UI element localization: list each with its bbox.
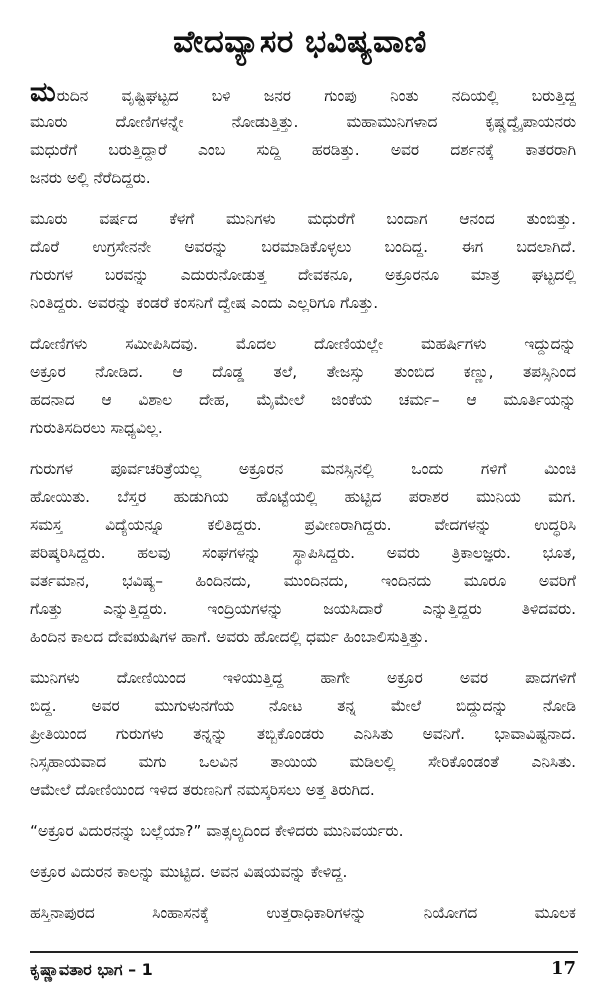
drop-cap: ಮ — [30, 80, 56, 108]
text-line: ಮೂರು ವರ್ಷದ ಕೆಳಗೆ ಮುನಿಗಳು ಮಧುರೆಗೆ ಬಂದಾಗ ಆನಂದ ತುಂಬಿತ್ತು. — [30, 210, 576, 228]
text-line: ಆಮೇಲೆ ದೋಣಿಯಿಂದ ಇಳಿದ ತರುಣನಿಗೆ ನಮಸ್ಕರಿಸಲು ಅತ್ತ ತಿರುಗಿದ. — [30, 781, 375, 799]
text-line: ಹೋಯಿತು. ಬೆಸ್ತರ ಹುಡುಗಿಯ ಹೊಟ್ಟೆಯಲ್ಲಿ ಹುಟ್ಟಿದ ಪರಾಶರ ಮುನಿಯ ಮಗ. — [30, 488, 576, 506]
text-line: ಬಿದ್ದ. ಅವರ ಮುಗುಳುನಗೆಯ ನೋಟ ತನ್ನ ಮೇಲೆ ಬಿದ್ದುದನ್ನು ನೋಡಿ — [30, 697, 576, 715]
text-line: ಮೂರು ದೋಣಿಗಳನ್ನೇ ನೋಡುತ್ತಿತ್ತು. ಮಹಾಮುನಿಗಳಾದ ಕೃಷ್ಣದ್ವೈಪಾಯನರು — [30, 113, 576, 131]
text-line — [30, 80, 576, 108]
paragraph-7 — [30, 858, 576, 886]
text-line: ದೊರೆ ಉಗ್ರಸೇನನೇ ಅವರನ್ನು ಬರಮಾಡಿಕೊಳ್ಳಲು ಬಂದಿದ್ದ. ಈಗ ಬದಲಾಗಿದೆ. — [30, 238, 576, 256]
text-line: ಪ್ರೀತಿಯಿಂದ ಗುರುಗಳು ತನ್ನನ್ನು ತಬ್ಬಿಕೊಂಡರು ಎನಿಸಿತು ಅವನಿಗೆ. ಭಾವಾವಿಷ್ಟನಾದ. — [30, 725, 576, 743]
footer-divider — [30, 951, 578, 953]
body-text — [30, 80, 576, 940]
text-line: ಜನರು ಅಲ್ಲಿ ನೆರೆದಿದ್ದರು. — [30, 169, 151, 187]
text-line: ನಿಂತಿದ್ದರು. ಅವರನ್ನು ಕಂಡರೆ ಕಂಸನಿಗೆ ದ್ವೇಷ ಎಂದು ಎಲ್ಲರಿಗೂ ಗೊತ್ತು. — [30, 294, 379, 312]
text-line: ನಿಸ್ಸಹಾಯವಾದ ಮಗು ಒಲವಿನ ತಾಯಿಯ ಮಡಿಲಲ್ಲಿ ಸೇರಿಕೊಂಡಂತೆ ಎನಿಸಿತು. — [30, 753, 576, 771]
text-line: ಗುರುತಿಸದಿರಲು ಸಾಧ್ಯವಿಲ್ಲ. — [30, 419, 163, 437]
paragraph-8 — [30, 899, 576, 927]
line-text: ರುದಿನ ವೃಷ್ಟಿಘಟ್ಟದ ಬಳಿ ಜನರ ಗುಂಪು ನಿಂತು ನದಿಯಲ್ಲಿ ಬರುತ್ತಿದ್ದ — [56, 87, 576, 105]
text-line: ಹಿಂದಿನ ಕಾಲದ ದೇವಋಷಿಗಳ ಹಾಗೆ. ಅವರು ಹೋದಲ್ಲಿ ಧರ್ಮ ಹಿಂಬಾಲಿಸುತ್ತಿತ್ತು. — [30, 628, 429, 646]
text-line: ದೋಣಿಗಳು ಸಮೀಪಿಸಿದವು. ಮೊದಲ ದೋಣಿಯಲ್ಲೇ ಮಹರ್ಷಿಗಳು ಇದ್ದುದನ್ನು — [30, 335, 576, 353]
text-line: ಹದನಾದ ಆ ವಿಶಾಲ ದೇಹ, ಮೈಮೇಲೆ ಜಿಂಕೆಯ ಚರ್ಮ– ಆ ಮೂರ್ತಿಯನ್ನು — [30, 391, 576, 409]
paragraph-4 — [30, 455, 576, 651]
text-line: ಸಮಸ್ತ ವಿದ್ಯೆಯನ್ನೂ ಕಲಿತಿದ್ದರು. ಪ್ರವೀಣರಾಗಿದ್ದರು. ವೇದಗಳನ್ನು ಉದ್ಧರಿಸಿ — [30, 516, 576, 534]
text-line: ಹಸ್ತಿನಾಪುರದ ಸಿಂಹಾಸನಕ್ಕೆ ಉತ್ತರಾಧಿಕಾರಿಗಳನ್ನು ನಿಯೋಗದ ಮೂಲಕ — [30, 904, 576, 922]
paragraph-3 — [30, 330, 576, 442]
text-line: ಅಕ್ರೂರ ನೋಡಿದ. ಆ ದೊಡ್ಡ ತಲೆ, ತೇಜಸ್ಸು ತುಂಬಿದ ಕಣ್ಣು, ತಪಸ್ಸಿನಿಂದ — [30, 363, 576, 381]
text-line: ಮುನಿಗಳು ದೋಣಿಯಿಂದ ಇಳಿಯುತ್ತಿದ್ದ ಹಾಗೇ ಅಕ್ರೂರ ಅವರ ಪಾದಗಳಿಗೆ — [30, 669, 576, 687]
running-footer-title: ಕೃಷ್ಣಾವತಾರ ಭಾಗ – 1 — [30, 960, 153, 979]
chapter-title: ವೇದವ್ಯಾಸರ ಭವಿಷ್ಯವಾಣಿ — [173, 24, 427, 60]
text-line: ಗೊತ್ತು ಎನ್ನುತ್ತಿದ್ದರು. ಇಂದ್ರಿಯಗಳನ್ನು ಜಯಸಿದಾರೆ ಎನ್ನುತ್ತಿದ್ದರು ತಿಳಿದವರು. — [30, 600, 576, 618]
paragraph-5 — [30, 664, 576, 804]
paragraph-6 — [30, 817, 576, 845]
text-line: ಪರಿಷ್ಕರಿಸಿದ್ದರು. ಹಲವು ಸಂಘಗಳನ್ನು ಸ್ಥಾಪಿಸಿದ್ದರು. ಅವರು ತ್ರಿಕಾಲಜ್ಞರು. ಭೂತ, — [30, 544, 576, 562]
paragraph-2 — [30, 205, 576, 317]
paragraph-1 — [30, 80, 576, 192]
text-line: “ಅಕ್ರೂರ ವಿದುರನನ್ನು ಬಲ್ಲೆಯಾ?” ವಾತ್ಸಲ್ಯದಿಂದ ಕೇಳಿದರು ಮುನಿವರ್ಯರು. — [30, 822, 404, 840]
text-line: ವರ್ತಮಾನ, ಭವಿಷ್ಯ– ಹಿಂದಿನದು, ಮುಂದಿನದು, ಇಂದಿನದು ಮೂರೂ ಅವರಿಗೆ — [30, 572, 576, 590]
text-line: ಅಕ್ರೂರ ವಿದುರನ ಕಾಲನ್ನು ಮುಟ್ಟಿದ. ಅವನ ವಿಷಯವನ್ನು ಕೇಳಿದ್ದ. — [30, 863, 348, 881]
text-line: ಗುರುಗಳ ಪೂರ್ವಚರಿತ್ರೆಯಲ್ಲ ಅಕ್ರೂರನ ಮನಸ್ಸಿನಲ್ಲಿ ಒಂದು ಗಳಿಗೆ ಮಿಂಚಿ — [30, 460, 576, 478]
text-line: ಗುರುಗಳ ಬರವನ್ನು ಎದುರುನೋಡುತ್ತ ದೇವಕನೂ, ಅಕ್ರೂರನೂ ಮಾತ್ರ ಘಟ್ಟದಲ್ಲಿ — [30, 266, 576, 284]
text-line: ಮಧುರೆಗೆ ಬರುತ್ತಿದ್ದಾರೆ ಎಂಬ ಸುದ್ದಿ ಹರಡಿತ್ತು. ಅವರ ದರ್ಶನಕ್ಕೆ ಕಾತರರಾಗಿ — [30, 141, 576, 159]
page-number: 17 — [550, 958, 576, 979]
